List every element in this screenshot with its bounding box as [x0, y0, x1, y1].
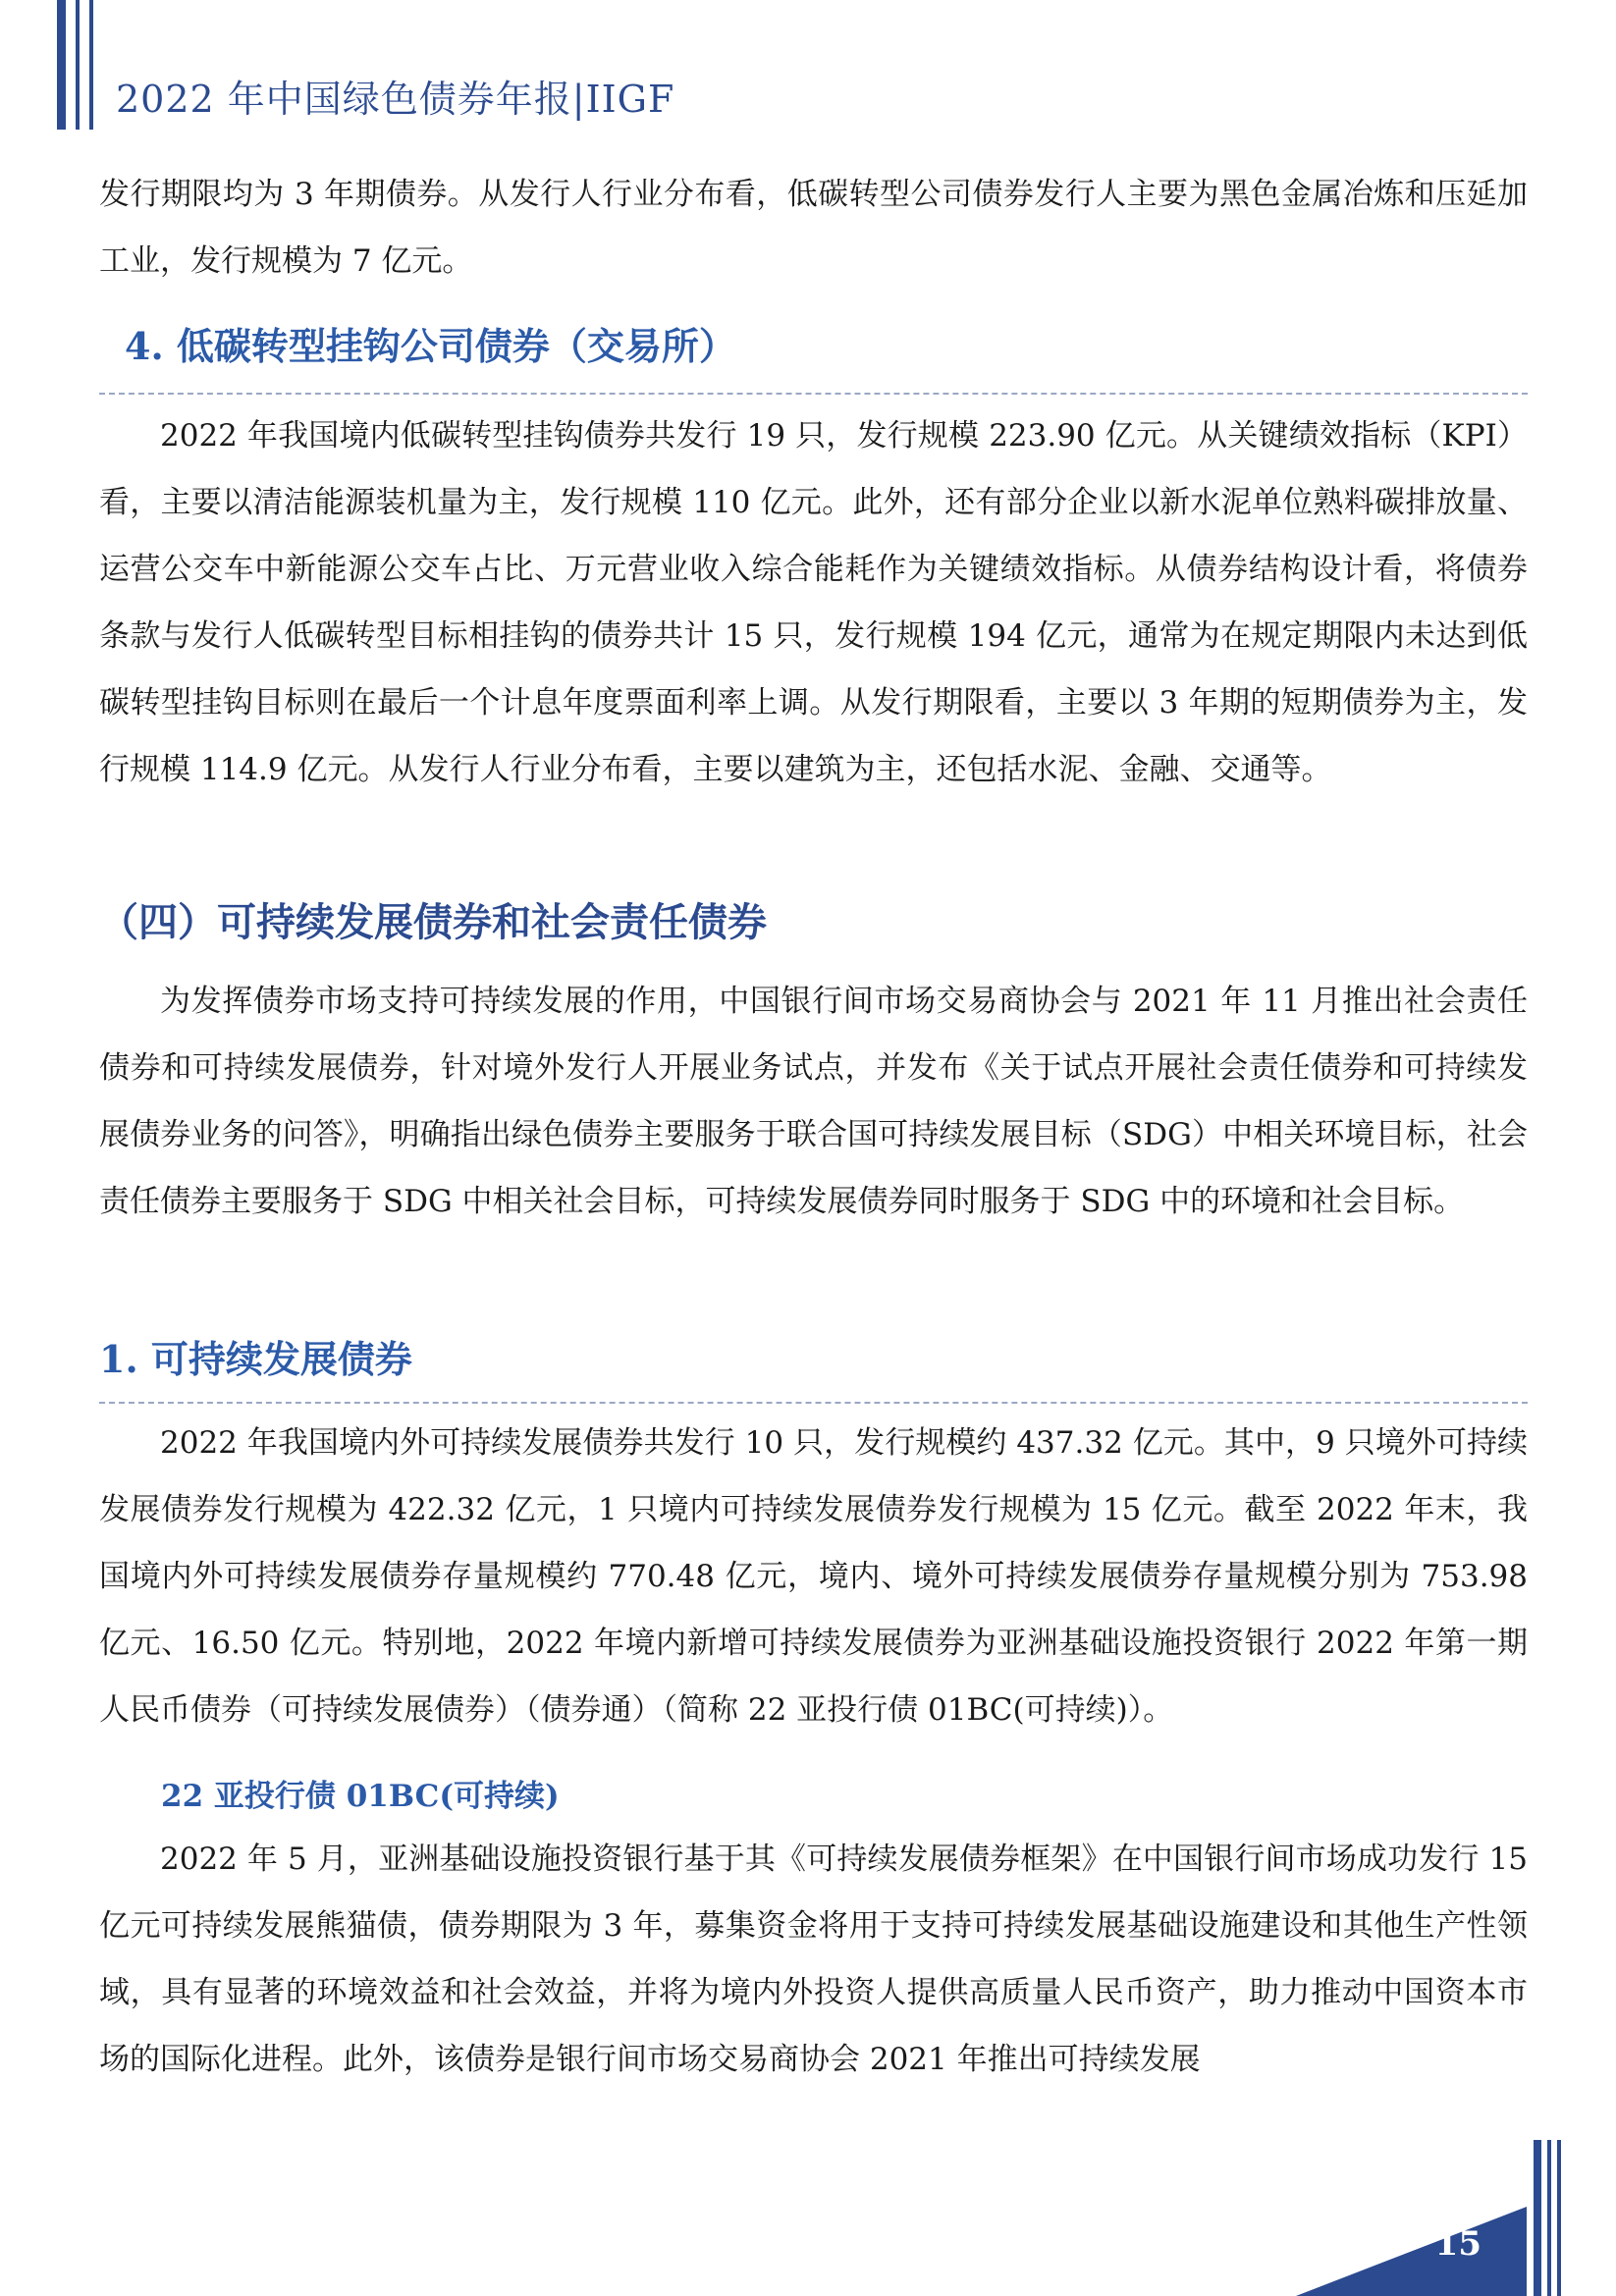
paragraph-intro: 发行期限均为 3 年期债券。从发行人行业分布看，低碳转型公司债券发行人主要为黑色金属冶炼和压延加工业，发行规模为 7 亿元。 [99, 177, 1528, 279]
part-heading-4: （四）可持续发展债券和社会责任债券 [99, 899, 767, 945]
subsection-heading-1: 1. 可持续发展债券 [99, 1337, 412, 1381]
case-heading: 22 亚投行债 01BC(可持续) [161, 1779, 560, 1814]
footer-triangle [1296, 2207, 1527, 2296]
footer-bar [1547, 2140, 1551, 2296]
footer-bar [1534, 2140, 1541, 2296]
page-number: 15 [1434, 2224, 1481, 2264]
paragraph-section4: 2022 年我国境内低碳转型挂钩债券共发行 19 只，发行规模 223.90 亿元。从关键绩效指标（KPI）看，主要以清洁能源装机量为主，发行规模 110 亿元。此外，还有部分企业以新水泥单位熟料碳排放量、运营公交车中新能源公交车占比、万元营业收入综合能耗作为关键绩效指标。从债券结构设计看，将债券条款与发行人低碳转型目标相挂钩的债券共计 15 只，发行规模 194 亿元，通常为在规定期限内未达到低碳转型挂钩目标则在最后一个计息年度票面利率上调。从发行期限看，主要以 3 年期的短期债券为主，发行规模 114.9 亿元。从发行人行业分布看，主要以建筑为主，还包括水泥、金融、交通等。 [99, 418, 1528, 787]
footer-bar [1557, 2140, 1561, 2296]
header-bar-thin [76, 0, 80, 130]
footer-decoration [1276, 2120, 1616, 2296]
paragraph-part4: 为发挥债券市场支持可持续发展的作用，中国银行间市场交易商协会与 2021 年 11 月推出社会责任债券和可持续发展债券，针对境外发行人开展业务试点，并发布《关于试点开展社会责任债券和可持续发展债券业务的问答》，明确指出绿色债券主要服务于联合国可持续发展目标（SDG）中相关环境目标，社会责任债券主要服务于 SDG 中相关社会目标，可持续发展债券同时服务于 SDG 中的环境和社会目标。 [99, 984, 1528, 1219]
header-title: 2022 年中国绿色债券年报|IIGF [116, 78, 675, 121]
section-divider [99, 393, 1528, 395]
section-heading-4: 4. 低碳转型挂钩公司债券（交易所） [125, 324, 736, 368]
header-bar-thin [89, 0, 93, 130]
header-bar-thick [57, 0, 66, 130]
paragraph-case: 2022 年 5 月，亚洲基础设施投资银行基于其《可持续发展债券框架》在中国银行间市场成功发行 15 亿元可持续发展熊猫债，债券期限为 3 年，募集资金将用于支持可持续发展基础设施建设和其他生产性领域，具有显著的环境效益和社会效益，并将为境内外投资人提供高质量人民币资产，助力推动中国资本市场的国际化进程。此外，该债券是银行间市场交易商协会 2021 年推出可持续发展 [99, 1842, 1528, 2077]
paragraph-sub1: 2022 年我国境内外可持续发展债券共发行 10 只，发行规模约 437.32 亿元。其中，9 只境外可持续发展债券发行规模为 422.32 亿元，1 只境内可持续发展债券发行规模为 15 亿元。截至 2022 年末，我国境内外可持续发展债券存量规模约 770.48 亿元，境内、境外可持续发展债券存量规模分别为 753.98 亿元、16.50 亿元。特别地，2022 年境内新增可持续发展债券为亚洲基础设施投资银行 2022 年第一期人民币债券（可持续发展债券）（债券通）（简称 22 亚投行债 01BC(可持续)）。 [99, 1425, 1528, 1728]
subsection-divider [99, 1402, 1528, 1404]
